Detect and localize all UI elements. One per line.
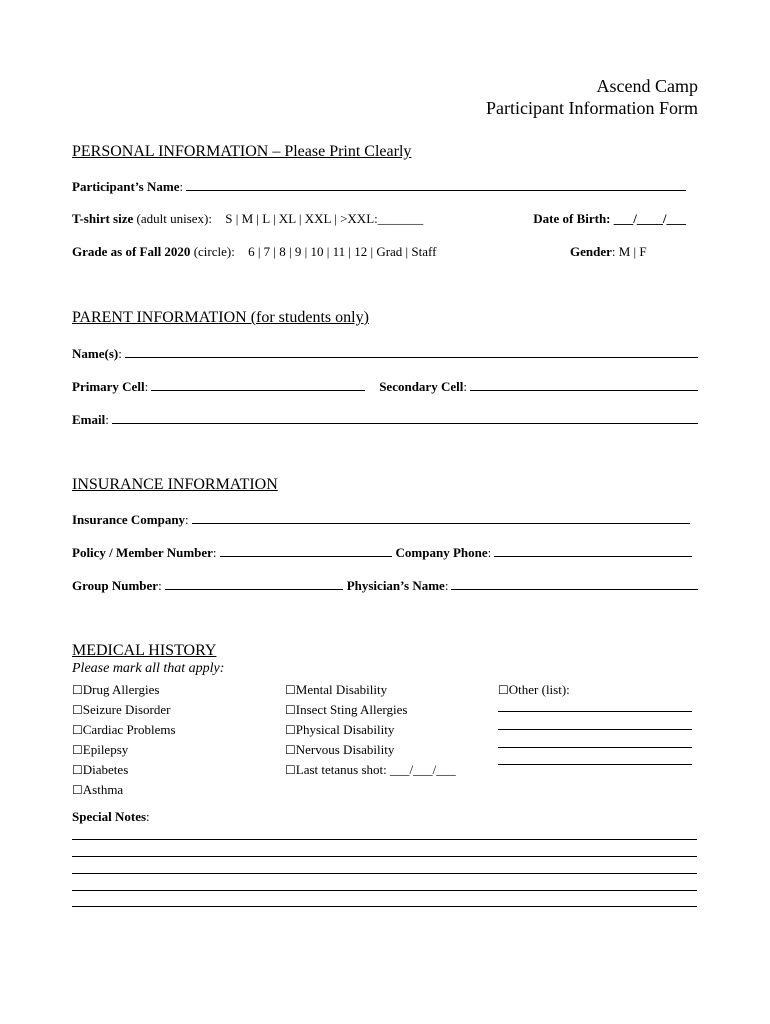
medical-col-3 — [498, 680, 570, 700]
colon: : — [146, 809, 150, 824]
colon: : — [179, 179, 184, 194]
checkbox-icon[interactable]: ☐ — [285, 703, 296, 717]
checkbox-label: Insect Sting Allergies — [295, 702, 408, 717]
special-notes-label: Special Notes — [72, 809, 147, 824]
group-number-label: Group Number — [72, 578, 159, 593]
dob-field[interactable]: ___/____/___ — [613, 211, 686, 226]
checkbox-icon[interactable]: ☐ — [285, 723, 296, 737]
parent-names-field[interactable] — [125, 345, 698, 358]
other-list-line[interactable] — [498, 747, 692, 748]
secondary-cell-label: Secondary Cell — [379, 379, 464, 394]
special-notes-line[interactable] — [72, 890, 697, 891]
checkbox-item[interactable] — [285, 720, 456, 740]
group-row — [72, 577, 698, 594]
checkbox-item[interactable] — [72, 780, 176, 800]
checkbox-item[interactable] — [72, 700, 176, 720]
insurance-company-field[interactable] — [192, 511, 690, 524]
checkbox-label: Last tetanus shot: ___/___/___ — [295, 762, 456, 777]
checkbox-icon[interactable]: ☐ — [72, 763, 83, 777]
special-notes-line[interactable] — [72, 873, 697, 874]
parent-info-heading: PARENT INFORMATION (for students only) — [72, 309, 369, 326]
dob-row — [533, 211, 686, 227]
checkbox-icon[interactable]: ☐ — [72, 683, 83, 697]
checkbox-icon[interactable]: ☐ — [285, 743, 296, 757]
other-list-line[interactable] — [498, 764, 692, 765]
checkbox-label: Diabetes — [82, 762, 129, 777]
medical-instruction: Please mark all that apply: — [72, 661, 225, 676]
grade-label: Grade as of Fall 2020 — [72, 244, 191, 259]
checkbox-icon[interactable]: ☐ — [285, 683, 296, 697]
physician-name-label: Physician’s Name — [346, 578, 445, 593]
participant-name-label: Participant’s Name — [72, 179, 180, 194]
checkbox-item[interactable] — [72, 760, 176, 780]
checkbox-icon[interactable]: ☐ — [72, 723, 83, 737]
form-subtitle: Participant Information Form — [486, 98, 698, 118]
primary-cell-field[interactable] — [151, 378, 365, 391]
special-notes-line[interactable] — [72, 839, 697, 840]
email-field[interactable] — [112, 411, 698, 424]
checkbox-label: Drug Allergies — [82, 682, 160, 697]
special-notes-row — [72, 809, 150, 825]
other-list-line[interactable] — [498, 711, 692, 712]
checkbox-item[interactable] — [285, 700, 456, 720]
participant-name-field[interactable] — [186, 178, 686, 191]
physician-name-field[interactable] — [451, 577, 698, 590]
policy-number-label: Policy / Member Number — [72, 545, 213, 560]
checkbox-item[interactable] — [498, 680, 570, 700]
email-row — [72, 411, 698, 428]
gender-options[interactable]: : M | F — [611, 244, 647, 259]
dob-label: Date of Birth: — [533, 211, 611, 226]
cell-row — [72, 378, 698, 395]
medical-col-2 — [285, 680, 456, 780]
group-number-field[interactable] — [165, 577, 343, 590]
checkbox-label: Mental Disability — [295, 682, 388, 697]
colon: : — [144, 379, 149, 394]
company-phone-label: Company Phone — [395, 545, 488, 560]
policy-number-field[interactable] — [220, 544, 392, 557]
colon: : — [444, 578, 449, 593]
gender-row — [570, 244, 647, 260]
colon: : — [118, 346, 122, 361]
grade-row — [72, 244, 436, 260]
personal-info-heading: PERSONAL INFORMATION – Please Print Clearly — [72, 143, 412, 160]
gender-label: Gender — [570, 244, 612, 259]
parent-names-row — [72, 345, 698, 362]
checkbox-label: Nervous Disability — [295, 742, 395, 757]
checkbox-label: Other (list): — [508, 682, 570, 697]
checkbox-item[interactable] — [285, 740, 456, 760]
checkbox-item[interactable] — [72, 680, 176, 700]
colon: : — [463, 379, 467, 394]
checkbox-label: Asthma — [82, 782, 124, 797]
tshirt-label: T-shirt size — [72, 211, 134, 226]
colon: : — [105, 412, 109, 427]
grade-options[interactable]: 6 | 7 | 8 | 9 | 10 | 11 | 12 | Grad | Staff — [248, 244, 437, 259]
checkbox-label: Physical Disability — [295, 722, 395, 737]
checkbox-label: Seizure Disorder — [82, 702, 171, 717]
medical-history-heading: MEDICAL HISTORY — [72, 642, 217, 659]
form-title: Ascend Camp — [596, 76, 698, 96]
checkbox-icon[interactable]: ☐ — [72, 703, 83, 717]
special-notes-line[interactable] — [72, 856, 697, 857]
colon: : — [185, 512, 189, 527]
checkbox-icon[interactable]: ☐ — [72, 743, 83, 757]
checkbox-icon[interactable]: ☐ — [285, 763, 296, 777]
checkbox-item[interactable] — [72, 720, 176, 740]
checkbox-item[interactable] — [285, 680, 456, 700]
tshirt-options[interactable]: S | M | L | XL | XXL | >XXL:_______ — [225, 211, 424, 226]
checkbox-icon[interactable]: ☐ — [72, 783, 83, 797]
insurance-company-label: Insurance Company — [72, 512, 186, 527]
company-phone-field[interactable] — [494, 544, 692, 557]
insurance-company-row — [72, 511, 690, 528]
checkbox-label: Epilepsy — [82, 742, 129, 757]
insurance-info-heading: INSURANCE INFORMATION — [72, 476, 278, 493]
checkbox-label: Cardiac Problems — [82, 722, 176, 737]
colon: : — [158, 578, 162, 593]
other-list-line[interactable] — [498, 729, 692, 730]
checkbox-icon[interactable]: ☐ — [498, 683, 509, 697]
special-notes-line[interactable] — [72, 906, 697, 907]
grade-note: (circle): — [193, 244, 235, 259]
participant-name-row — [72, 178, 686, 195]
tshirt-note: (adult unisex): — [136, 211, 212, 226]
parent-names-label: Name(s) — [72, 346, 119, 361]
colon: : — [487, 545, 492, 560]
tshirt-row — [72, 211, 423, 227]
policy-row — [72, 544, 692, 561]
email-label: Email — [72, 412, 106, 427]
primary-cell-label: Primary Cell — [72, 379, 145, 394]
medical-col-1 — [72, 680, 176, 800]
secondary-cell-field[interactable] — [470, 378, 698, 391]
checkbox-item[interactable] — [72, 740, 176, 760]
checkbox-item[interactable] — [285, 760, 456, 780]
colon: : — [212, 545, 217, 560]
